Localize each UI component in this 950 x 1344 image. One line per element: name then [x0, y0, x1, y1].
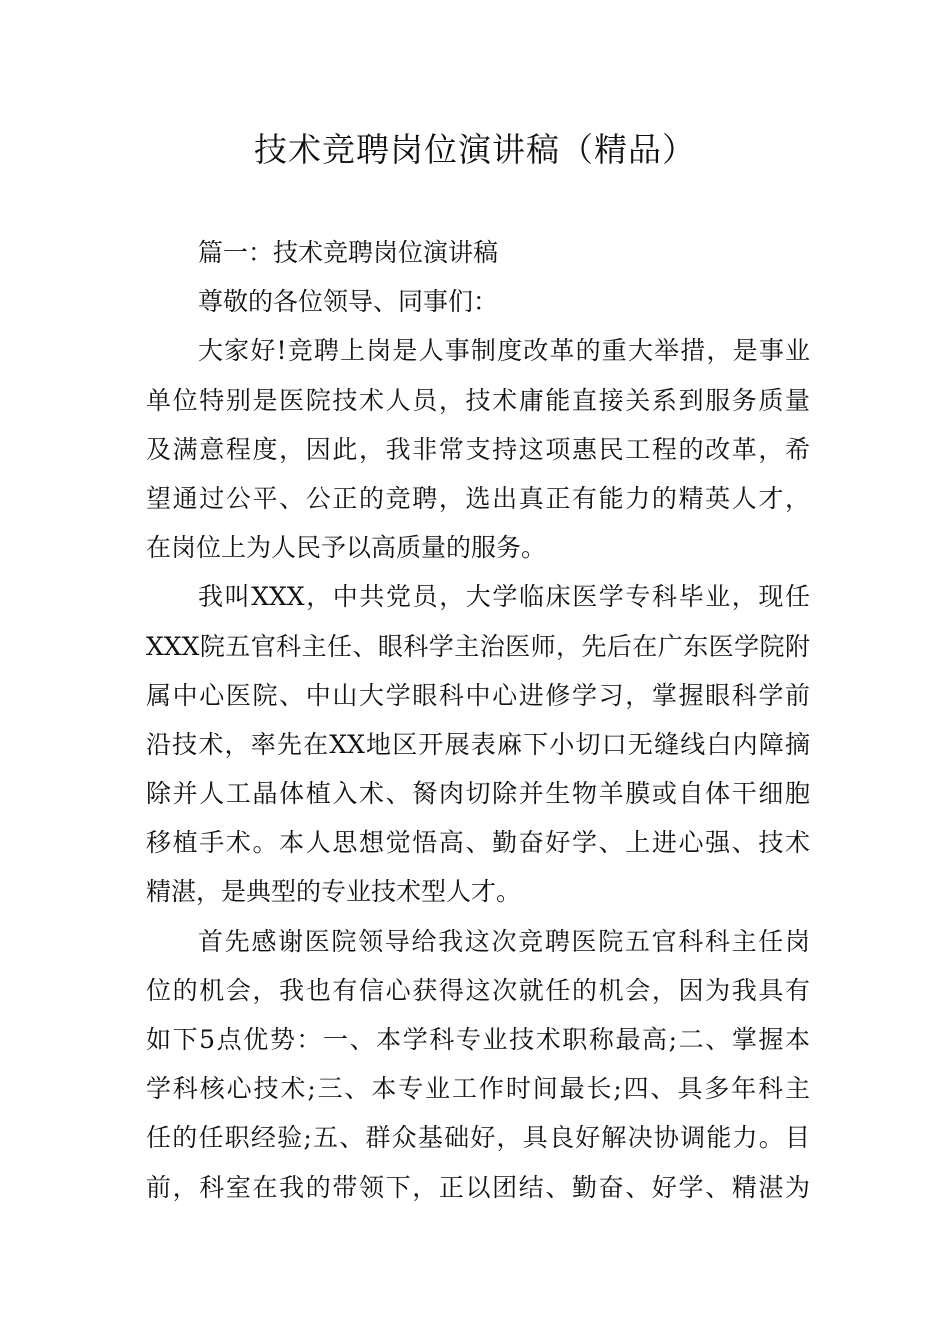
salutation: 尊敬的各位领导、同事们： [198, 287, 499, 317]
paragraph-line: 单位特别是医院技术人员，技术庸能直接关系到服务质量 [146, 385, 810, 415]
paragraph-line: 除并人工晶体植入术、胬肉切除并生物羊膜或自体干细胞 [146, 779, 810, 809]
paragraph-line: 及满意程度，因此，我非常支持这项惠民工程的改革，希 [146, 434, 810, 464]
paragraph-line: 任的任职经验;五、群众基础好，具良好解决协调能力。目 [146, 1123, 810, 1153]
paragraph-line: 首先感谢医院领导给我这次竞聘医院五官科科主任岗 [198, 926, 810, 956]
paragraph-line: 位的机会，我也有信心获得这次就任的机会，因为我具有 [146, 975, 810, 1005]
document-body [146, 228, 810, 1212]
paragraph-line: 沿技术，率先在XX地区开展表麻下小切口无缝线白内障摘 [146, 729, 810, 759]
section-heading: 篇一：技术竞聘岗位演讲稿 [198, 238, 499, 267]
paragraph-line: 学科核心技术;三、本专业工作时间最长;四、具多年科主 [146, 1074, 810, 1104]
paragraph-line: 精湛，是典型的专业技术型人才。 [146, 877, 522, 907]
paragraph-line: XXX院五官科主任、眼科学主治医师，先后在广东医学院附 [146, 631, 810, 661]
paragraph-line: 属中心医院、中山大学眼科中心进修学习，掌握眼科学前 [146, 680, 810, 710]
paragraph-line: 移植手术。本人思想觉悟高、勤奋好学、上进心强、技术 [146, 828, 810, 858]
document-title: 技术竞聘岗位演讲稿（精品） [254, 130, 696, 169]
paragraph-line: 在岗位上为人民予以高质量的服务。 [146, 533, 547, 563]
paragraph-line: 我叫XXX，中共党员，大学临床医学专科毕业，现任 [198, 582, 810, 612]
paragraph-line: 望通过公平、公正的竞聘，选出真正有能力的精英人才， [146, 483, 810, 513]
paragraph-line: 大家好!竞聘上岗是人事制度改革的重大举措，是事业 [198, 336, 810, 366]
paragraph-line: 前，科室在我的带领下，正以团结、勤奋、好学、精湛为 [146, 1172, 810, 1202]
paragraph-line: 如下5点优势：一、本学科专业技术职称最高;二、掌握本 [146, 1025, 810, 1054]
